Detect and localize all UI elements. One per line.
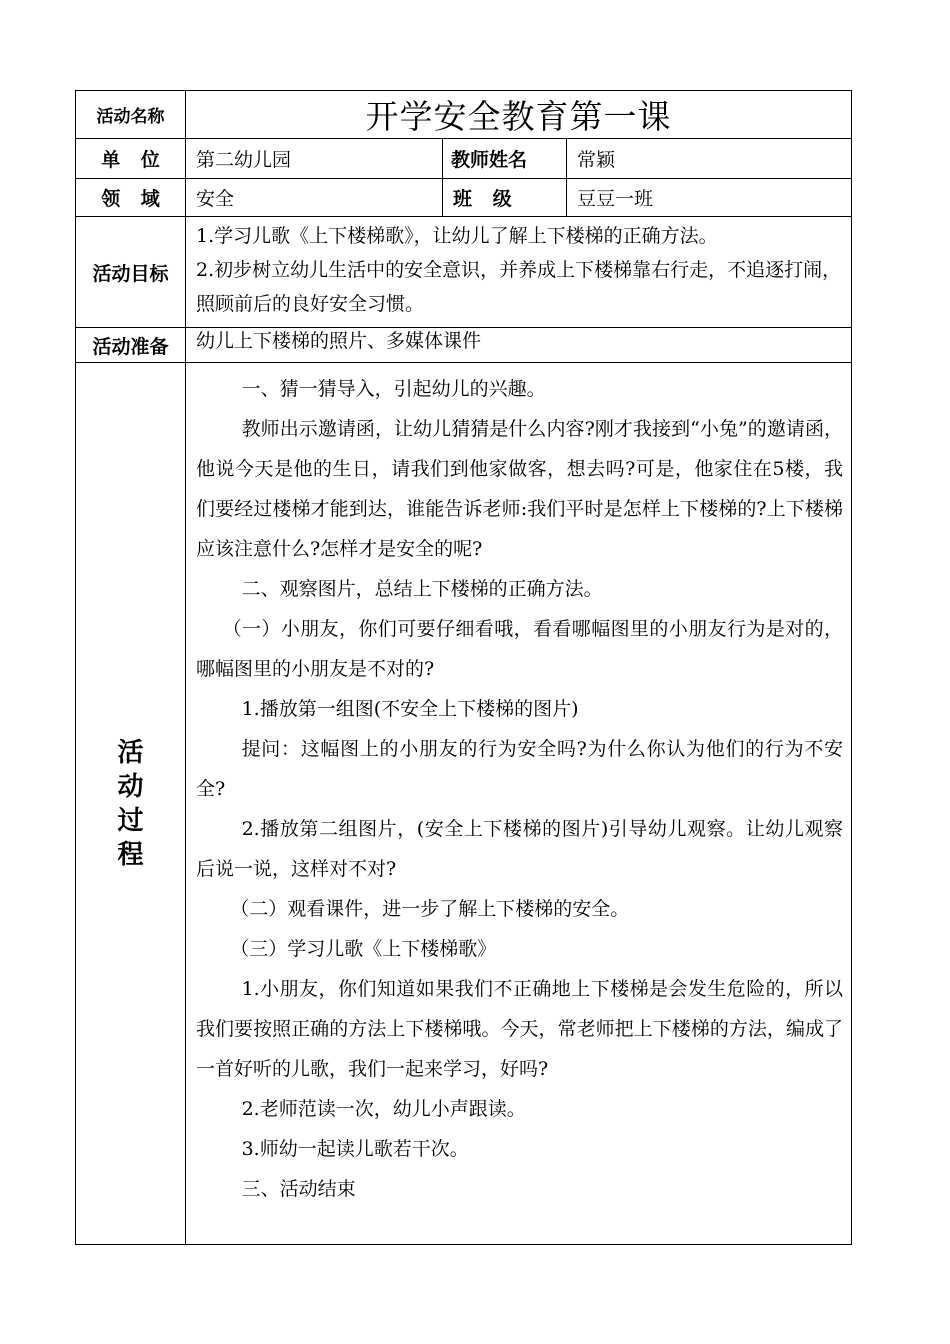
process-content — [186, 363, 852, 1245]
field-value: 安全 — [186, 179, 443, 217]
unit-value: 第二幼儿园 — [186, 139, 443, 179]
prep-value: 幼儿上下楼梯的照片、多媒体课件 — [186, 328, 852, 363]
goal-item: 2.初步树立幼儿生活中的安全意识，并养成上下楼梯靠右行走，不追逐打闹，照顾前后的良好安全习惯。 — [196, 259, 842, 315]
process-label — [76, 363, 186, 1245]
class-value: 豆豆一班 — [567, 179, 852, 217]
process-paragraph: （三）学习儿歌《上下楼梯歌》 — [230, 938, 497, 960]
process-paragraph: 2.播放第二组图片，(安全上下楼梯的图片)引导幼儿观察。让幼儿观察后说一说，这样对不对? — [196, 818, 844, 880]
goal-item: 1.学习儿歌《上下楼梯歌》，让幼儿了解上下楼梯的正确方法。 — [196, 225, 718, 247]
row-unit — [76, 139, 852, 179]
activity-name-label: 活动名称 — [76, 91, 186, 139]
process-paragraph: 3.师幼一起读儿歌若干次。 — [241, 1138, 469, 1160]
process-label-char: 程 — [117, 839, 144, 870]
lesson-plan-table — [75, 90, 852, 1245]
row-process — [76, 363, 852, 1245]
class-label: 班 级 — [443, 179, 567, 217]
process-paragraph: 2.老师范读一次，幼儿小声跟读。 — [241, 1098, 526, 1120]
process-paragraph: 教师出示邀请函，让幼儿猜猜是什么内容?刚才我接到“小兔”的邀请函，他说今天是他的生日，请我们到他家做客，想去吗?可是，他家住在5楼，我们要经过楼梯才能到达，谁能告诉老师:我们平时是怎样上下楼梯的?上下楼梯应该注意什么?怎样才是安全的呢? — [196, 418, 844, 560]
row-prep — [76, 328, 852, 363]
prep-label: 活动准备 — [76, 328, 186, 363]
row-goals — [76, 217, 852, 328]
field-label: 领 域 — [76, 179, 186, 217]
process-label-char: 动 — [117, 771, 144, 802]
process-paragraph: 二、观察图片，总结上下楼梯的正确方法。 — [241, 578, 603, 600]
goals-label: 活动目标 — [76, 217, 186, 328]
process-paragraph: 1.小朋友，你们知道如果我们不正确地上下楼梯是会发生危险的，所以我们要按照正确的方法上下楼梯哦。今天，常老师把上下楼梯的方法，编成了一首好听的儿歌，我们一起来学习，好吗? — [196, 978, 844, 1080]
process-label-char: 活 — [117, 737, 144, 768]
process-paragraph: （一）小朋友，你们可要仔细看哦，看看哪幅图里的小朋友行为是对的，哪幅图里的小朋友是不对的? — [196, 618, 844, 680]
process-paragraph: 一、猜一猜导入，引起幼儿的兴趣。 — [241, 378, 546, 400]
row-activity-name — [76, 91, 852, 139]
process-paragraph: （二）观看课件，进一步了解上下楼梯的安全。 — [230, 898, 630, 920]
goals-content — [186, 217, 852, 328]
process-paragraph: 提问：这幅图上的小朋友的行为安全吗?为什么你认为他们的行为不安全? — [196, 738, 844, 800]
teacher-value: 常颖 — [567, 139, 852, 179]
process-paragraph: 三、活动结束 — [241, 1178, 356, 1200]
process-label-char: 过 — [117, 805, 144, 836]
unit-label: 单 位 — [76, 139, 186, 179]
process-paragraph: 1.播放第一组图(不安全上下楼梯的图片) — [241, 698, 579, 720]
row-field — [76, 179, 852, 217]
activity-name-value: 开学安全教育第一课 — [186, 91, 852, 139]
teacher-label: 教师姓名 — [443, 139, 567, 179]
